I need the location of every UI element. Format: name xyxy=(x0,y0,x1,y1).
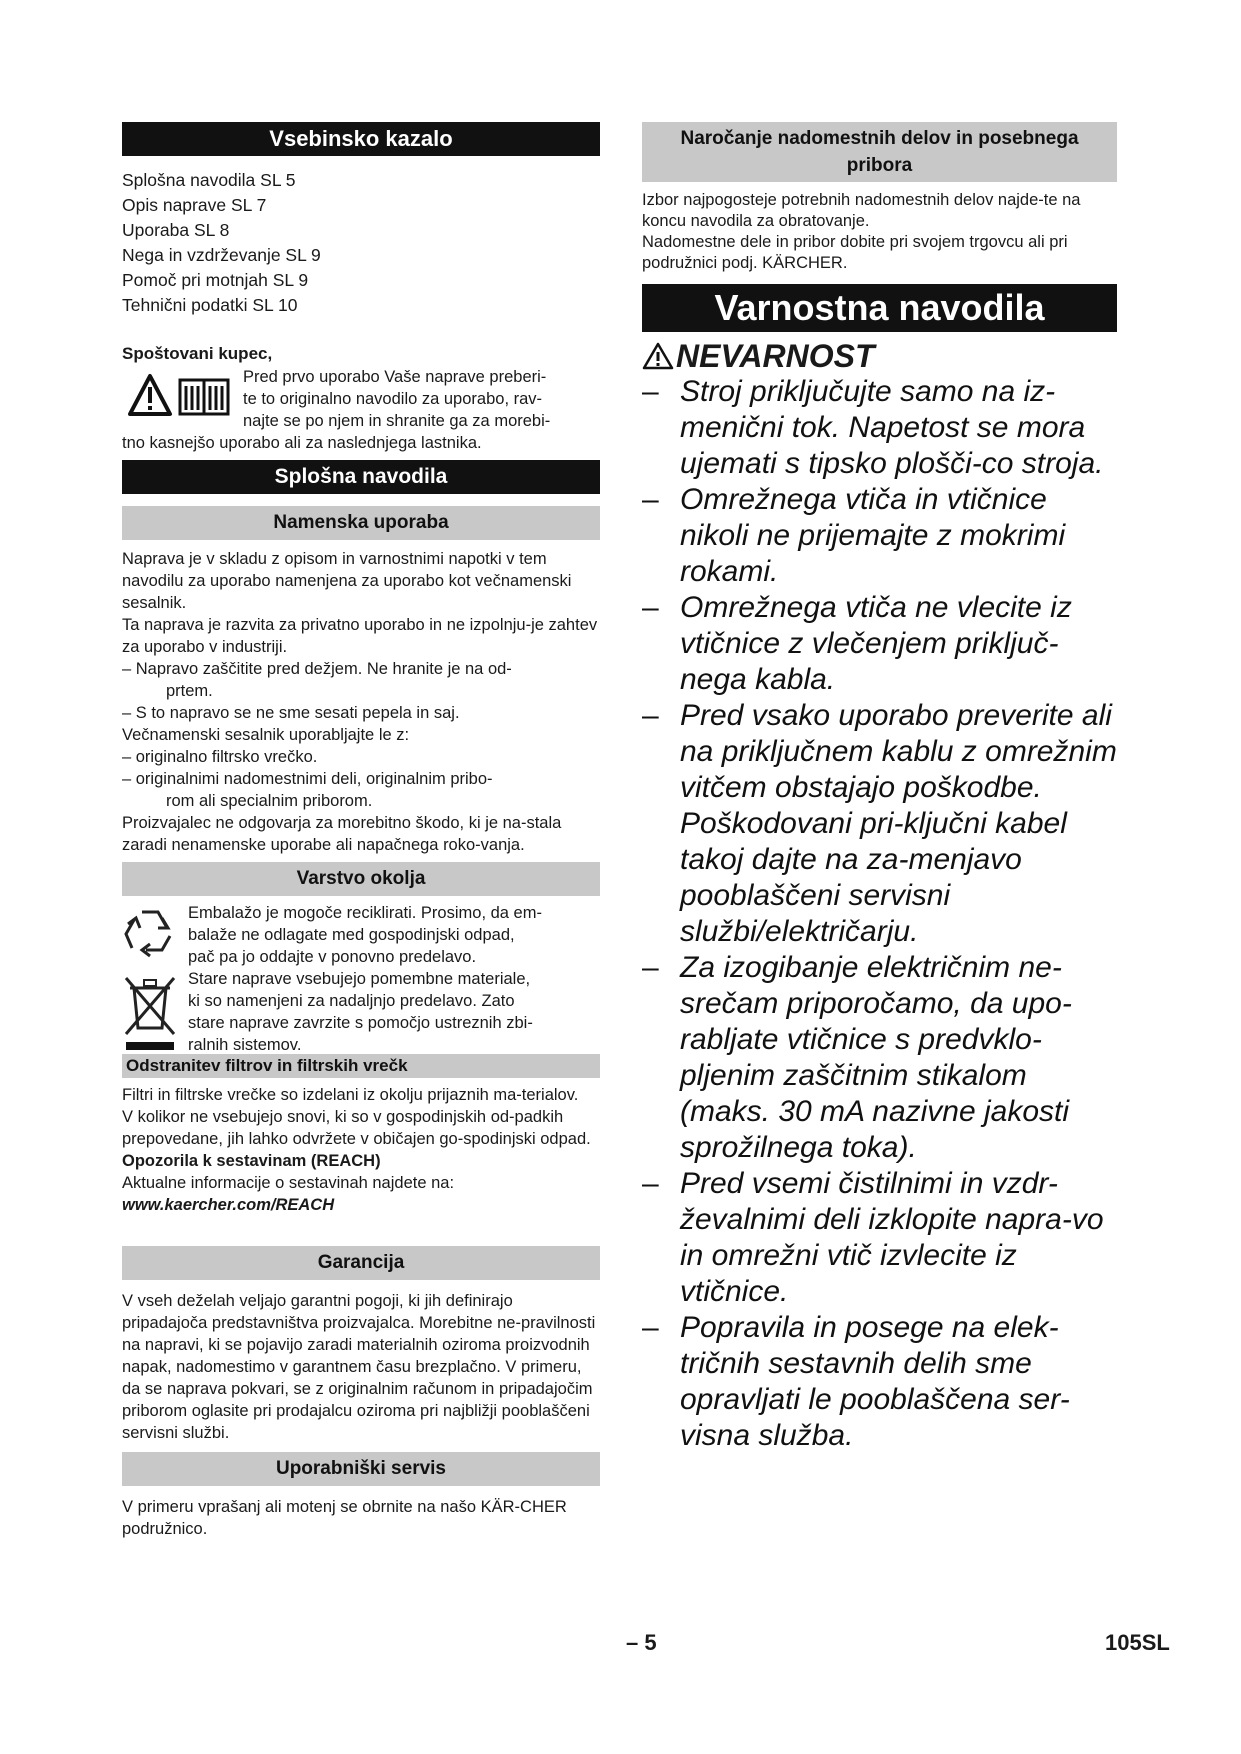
left-column xyxy=(122,122,600,1540)
reach-link[interactable]: www.kaercher.com/REACH xyxy=(122,1196,335,1214)
list-item: – Omrežnega vtiča in vtičnice nikoli ne prijemajte z mokrimi rokami. xyxy=(642,483,1066,588)
list-item-text: Popravila in posege na elek-tričnih sestavnih delih sme opravljati le pooblaščena ser-visna služba. xyxy=(680,1311,1070,1452)
toc-item[interactable]: Pomoč pri motnjah SL 9 xyxy=(122,270,309,290)
env-line: balaže ne odlagate med gospodinjski odpad, xyxy=(188,926,515,944)
paragraph: V kolikor ne vsebujejo snovi, ki so v gospodinjskih od-padkih prepovedane, jih lahko odvržete v običajen go-spodinjski odpad. xyxy=(122,1108,591,1148)
paragraph: Naprava je v skladu z opisom in varnostnimi napotki v tem navodilu za uporabo namenjena za uporabo kot večnamenski sesalnik. xyxy=(122,550,572,612)
env-line: ki so namenjeni za nadaljnjo predelavo. Zato xyxy=(188,992,515,1010)
list-item-text: Stroj priključujte samo na iz-menični tok. Napetost se mora ujemati s tipsko plošči-co stroja. xyxy=(680,375,1104,480)
warning-manual-icon xyxy=(128,372,232,418)
list-item-cont: prtem. xyxy=(166,682,213,700)
list-item: – Omrežnega vtiča ne vlecite iz vtičnice z vlečenjem priključ-nega kabla. xyxy=(642,591,1072,696)
list-item-text: Za izogibanje električnim ne-srečam priporočamo, da upo-rabljate vtičnice s predvklo-pljenim zaščitnim stikalom (maks. 30 mA nazivne jakosti sprožilnega toka). xyxy=(680,951,1072,1164)
page-code: 105SL xyxy=(1105,1630,1170,1655)
greeting: Spoštovani kupec, xyxy=(122,344,273,363)
intro-block xyxy=(122,366,600,454)
warranty-text: V vseh deželah veljajo garantni pogoji, ki jih definirajo pripadajoča predstavništva proizvajalca. Morebitne ne-pravilnosti na napravi, ki se pojavijo zaradi materialnih oziroma proizvodnih napak, nadomestimo v garantnem času brezplačno. V primeru, da se naprava pokvari, se z originalnim računom in pripadajočim priborom oglasite pri prodajalcu oziroma pri najbližji pooblaščeni servisni službi. xyxy=(122,1292,596,1442)
toc-item[interactable]: Splošna navodila SL 5 xyxy=(122,170,296,190)
reach-title: Opozorila k sestavinam (REACH) xyxy=(122,1152,381,1170)
paragraph: Ta naprava je razvita za privatno uporabo in ne izpolnju-je zahtev za uporabo v industriji. xyxy=(122,616,598,656)
page-number: – 5 xyxy=(626,1630,657,1655)
environment-block xyxy=(122,902,600,1052)
intro-line: najte se po njem in shranite ga za morebi- xyxy=(243,412,551,430)
list-item: – originalno filtrsko vrečko. xyxy=(122,748,318,766)
env-line: Embalažo je mogoče reciklirati. Prosimo, da em- xyxy=(188,904,542,922)
crossed-bin-icon xyxy=(122,974,178,1052)
toc-item[interactable]: Opis naprave SL 7 xyxy=(122,195,267,215)
paragraph: Aktualne informacije o sestavinah najdete na: xyxy=(122,1174,455,1192)
right-column xyxy=(642,122,1117,1454)
list-item-text: Pred vsako uporabo preverite ali na priključnem kablu z omrežnim vitčem obstajajo poškodbe. Poškodovani pri-ključni kabel takoj dajte na za-menjavo pooblaščeni servisni službi/električarju. xyxy=(680,699,1117,948)
list-item-text: Pred vsemi čistilnimi in vzdr-ževalnimi deli izklopite napra-vo in omrežni vtič izvlecite iz vtičnice. xyxy=(680,1167,1104,1308)
intended-use-text xyxy=(122,548,600,856)
intro-line: te to originalno navodilo za uporabo, rav- xyxy=(243,390,543,408)
env-line: pač pa jo oddajte v ponovno predelavo. xyxy=(188,948,477,966)
paragraph: Izbor najpogosteje potrebnih nadomestnih delov najde-te na koncu navodila za obratovanje. xyxy=(642,191,1081,230)
list-item: – Napravo zaščitite pred dežjem. Ne hranite je na od- xyxy=(122,660,512,678)
toc-item[interactable]: Tehnični podatki SL 10 xyxy=(122,295,298,315)
danger-heading xyxy=(642,338,1117,374)
list-item-text: Omrežnega vtiča in vtičnice nikoli ne prijemajte z mokrimi rokami. xyxy=(680,483,1066,588)
toc-title: Vsebinsko kazalo xyxy=(122,122,600,156)
safety-list xyxy=(642,374,1117,1454)
list-item: – originalnimi nadomestnimi deli, originalnim pribo- xyxy=(122,770,493,788)
paragraph: Proizvajalec ne odgovarja za morebitno škodo, ki je na-stala zaradi nenamenske uporabe ali napačnega roko-vanja. xyxy=(122,814,562,854)
service-text: V primeru vprašanj ali motenj se obrnite na našo KÄR-CHER podružnico. xyxy=(122,1498,567,1538)
list-item: – Stroj priključujte samo na iz-menični tok. Napetost se mora ujemati s tipsko plošči-co stroja. xyxy=(642,375,1104,480)
title-line: pribora xyxy=(846,155,913,176)
toc-item[interactable]: Uporaba SL 8 xyxy=(122,220,230,240)
list-item: – S to napravo se ne sme sesati pepela in saj. xyxy=(122,704,460,722)
list-item: – Popravila in posege na elek-tričnih sestavnih delih sme opravljati le pooblaščena ser-visna služba. xyxy=(642,1311,1070,1452)
filters-text xyxy=(122,1084,600,1216)
list-item: – Pred vsemi čistilnimi in vzdr-ževalnimi deli izklopite napra-vo in omrežni vtič izvlecite iz vtičnice. xyxy=(642,1167,1104,1308)
title-line: Naročanje nadomestnih delov in posebnega xyxy=(680,128,1079,149)
subsection-title-spare-parts xyxy=(642,122,1117,182)
subsection-title-filters: Odstranitev filtrov in filtrskih vrečk xyxy=(122,1054,600,1078)
paragraph: Večnamenski sesalnik uporabljajte le z: xyxy=(122,726,410,744)
subsection-title-environment: Varstvo okolja xyxy=(122,862,600,896)
warning-icon xyxy=(642,341,674,371)
toc-item[interactable]: Nega in vzdrževanje SL 9 xyxy=(122,245,321,265)
env-line: Stare naprave vsebujejo pomembne materiale, xyxy=(188,970,531,988)
list-item-cont: rom ali specialnim priborom. xyxy=(166,792,373,810)
env-line: stare naprave zavrzite s pomočjo ustreznih zbi- xyxy=(188,1014,533,1032)
list-item-text: Omrežnega vtiča ne vlecite iz vtičnice z vlečenjem priključ-nega kabla. xyxy=(680,591,1072,696)
spare-parts-text xyxy=(642,190,1117,274)
paragraph: Filtri in filtrske vrečke so izdelani iz okolju prijaznih ma-terialov. xyxy=(122,1086,579,1104)
list-item: – Za izogibanje električnim ne-srečam priporočamo, da upo-rabljate vtičnice s predvklo-pljenim zaščitnim stikalom (maks. 30 mA nazivne jakosti sprožilnega toka). xyxy=(642,951,1072,1164)
list-item: – Pred vsako uporabo preverite ali na priključnem kablu z omrežnim vitčem obstajajo poškodbe. Poškodovani pri-ključni kabel takoj dajte na za-menjavo pooblaščeni servisni službi/električarju. xyxy=(642,699,1117,948)
intro-line: Pred prvo uporabo Vaše naprave preberi- xyxy=(243,368,547,386)
intro-line: tno kasnejšo uporabo ali za naslednjega lastnika. xyxy=(122,434,482,452)
section-title-safety: Varnostna navodila xyxy=(642,284,1117,332)
subsection-title-intended-use: Namenska uporaba xyxy=(122,506,600,540)
table-of-contents xyxy=(122,168,600,318)
recycle-icon xyxy=(122,906,178,958)
danger-label: NEVARNOST xyxy=(676,338,875,374)
subsection-title-warranty: Garancija xyxy=(122,1246,600,1280)
env-line: ralnih sistemov. xyxy=(188,1036,302,1054)
section-title-general: Splošna navodila xyxy=(122,460,600,494)
paragraph: Nadomestne dele in pribor dobite pri svojem trgovcu ali pri podružnici podj. KÄRCHER. xyxy=(642,233,1068,272)
subsection-title-service: Uporabniški servis xyxy=(122,1452,600,1486)
